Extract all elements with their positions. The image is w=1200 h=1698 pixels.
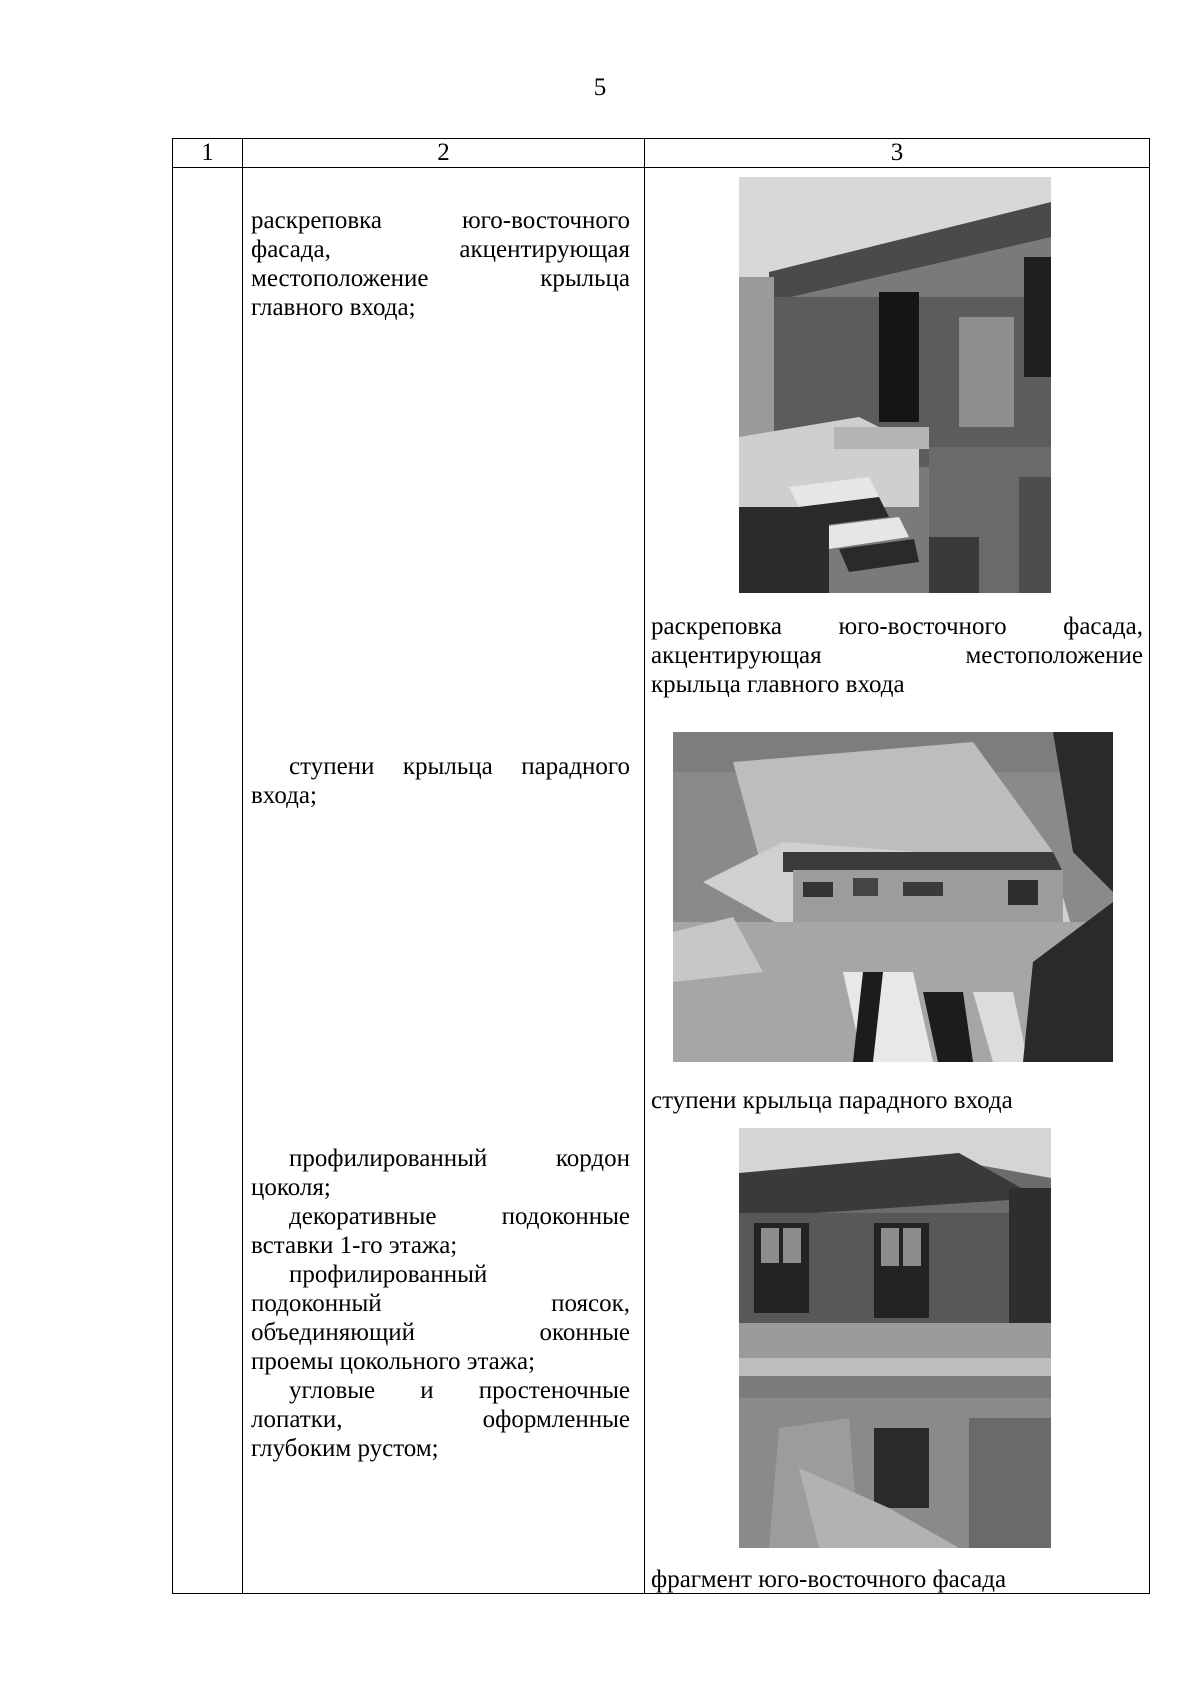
- description-line: проемы цокольного этажа;: [251, 1348, 536, 1375]
- description-line: декоративные подоконные: [289, 1203, 630, 1230]
- number-cell: [173, 168, 243, 1594]
- description-line: объединяющий оконные: [251, 1319, 630, 1346]
- description-line: фасада, акцентирующая: [251, 236, 630, 263]
- description-row-3: [251, 1144, 630, 1463]
- description-line: ступени крыльца парадного: [289, 753, 630, 780]
- caption-line: фрагмент юго-восточного фасада: [651, 1566, 1007, 1593]
- description-line: угловые и простеночные: [289, 1377, 630, 1404]
- photo-caption-3: [651, 1565, 1143, 1594]
- description-line: раскреповка юго-восточного: [251, 207, 630, 234]
- header-col-2: 2: [243, 139, 645, 168]
- description-line: профилированный: [289, 1261, 488, 1288]
- photo-caption-2: [651, 1086, 1143, 1115]
- photo-cell: [645, 168, 1150, 1594]
- description-line: вставки 1-го этажа;: [251, 1232, 458, 1259]
- page-number: 5: [593, 74, 607, 101]
- description-cell: [243, 168, 645, 1594]
- monument-features-table: [172, 138, 1150, 1594]
- description-line: глубоким рустом;: [251, 1435, 439, 1462]
- caption-line: раскреповка юго-восточного фасада,: [651, 613, 1143, 640]
- header-col-1: 1: [173, 139, 243, 168]
- header-col-3: 3: [645, 139, 1150, 168]
- caption-line: акцентирующая местоположение: [651, 642, 1143, 669]
- description-line: входа;: [251, 782, 317, 809]
- description-row-1: [251, 206, 630, 322]
- description-row-2: [251, 752, 630, 810]
- description-line: подоконный поясок,: [251, 1290, 630, 1317]
- facade-fragment-photo: [739, 1128, 1051, 1548]
- description-line: профилированный кордон: [289, 1145, 630, 1172]
- description-line: главного входа;: [251, 294, 416, 321]
- table-header-row: [173, 139, 1150, 168]
- caption-line: крыльца главного входа: [651, 671, 905, 698]
- entrance-steps-photo: [673, 732, 1113, 1062]
- photo-caption-1: [651, 612, 1143, 699]
- table-body-row: [173, 168, 1150, 1594]
- description-line: лопатки, оформленные: [251, 1406, 630, 1433]
- description-line: местоположение крыльца: [251, 265, 630, 292]
- caption-line: ступени крыльца парадного входа: [651, 1087, 1013, 1114]
- southeast-facade-projection-photo: [739, 177, 1051, 593]
- description-line: цоколя;: [251, 1174, 331, 1201]
